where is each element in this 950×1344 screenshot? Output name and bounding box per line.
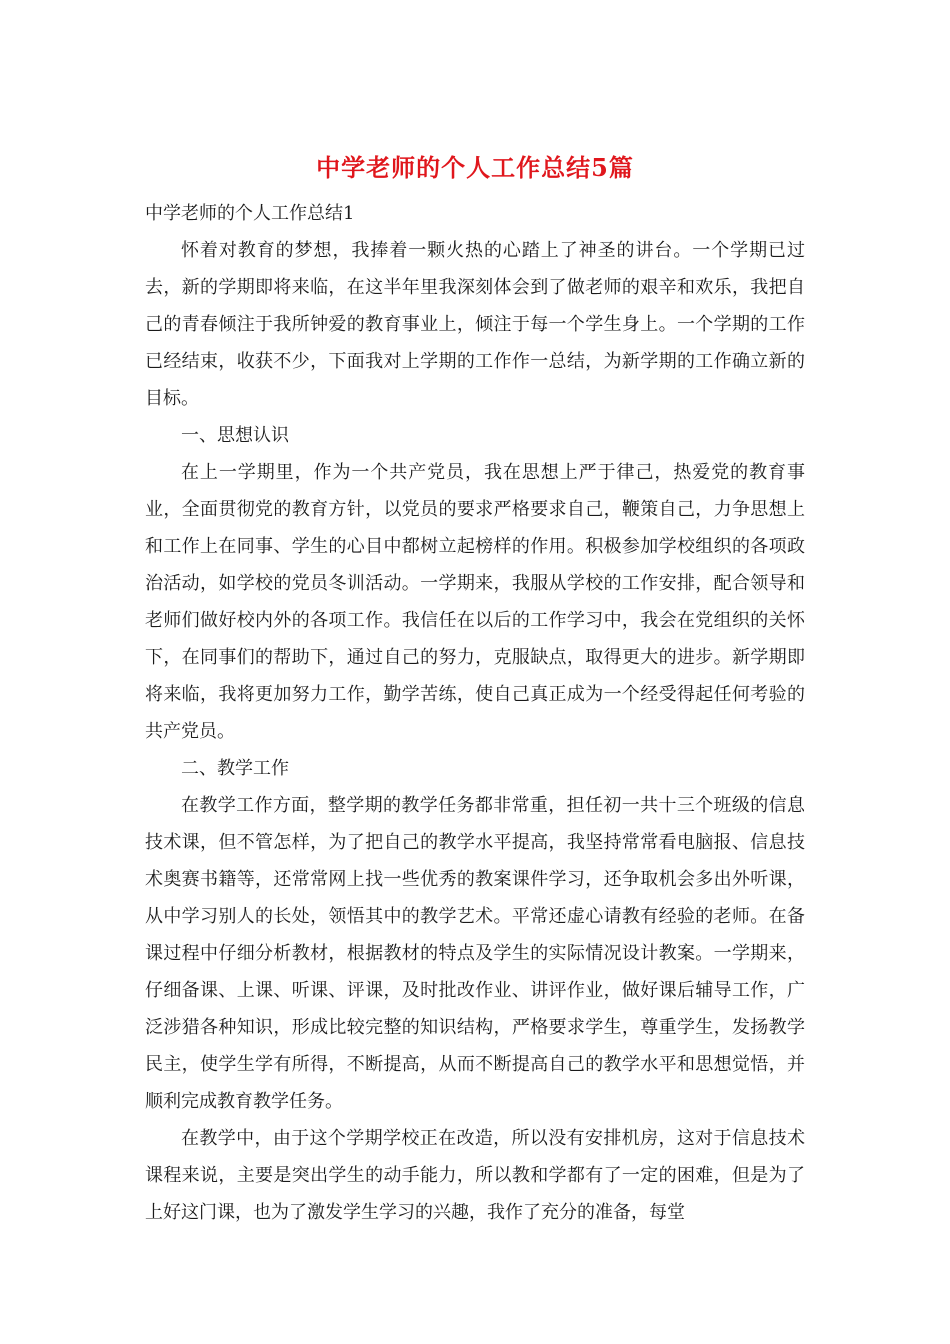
- paragraph-intro: 怀着对教育的梦想，我捧着一颗火热的心踏上了神圣的讲台。一个学期已过去，新的学期即将来临，在这半年里我深刻体会到了做老师的艰辛和欢乐，我把自己的青春倾注于我所钟爱的教育事业上，倾注于每一个学生身上。一个学期的工作已经结束，收获不少，下面我对上学期的工作作一总结，为新学期的工作确立新的目标。: [145, 240, 805, 409]
- section-subtitle: 中学老师的个人工作总结1: [145, 203, 355, 224]
- document-body: [145, 195, 805, 1231]
- paragraph-teaching-practice: 在教学中，由于这个学期学校正在改造，所以没有安排机房，这对于信息技术课程来说，主要是突出学生的动手能力，所以教和学都有了一定的困难，但是为了上好这门课，也为了激发学生学习的兴趣，我作了充分的准备，每堂: [145, 1128, 805, 1223]
- document-title: 中学老师的个人工作总结5篇: [316, 153, 634, 182]
- heading-teaching-work: 二、教学工作: [181, 758, 289, 779]
- paragraph-ideology: 在上一学期里，作为一个共产党员，我在思想上严于律己，热爱党的教育事业，全面贯彻党的教育方针，以党员的要求严格要求自己，鞭策自己，力争思想上和工作上在同事、学生的心目中都树立起榜样的作用。积极参加学校组织的各项政治活动，如学校的党员冬训活动。一学期来，我服从学校的工作安排，配合领导和老师们做好校内外的各项工作。我信任在以后的工作学习中，我会在党组织的关怀下，在同事们的帮助下，通过自己的努力，克服缺点，取得更大的进步。新学期即将来临，我将更加努力工作，勤学苦练，使自己真正成为一个经受得起任何考验的共产党员。: [145, 462, 805, 742]
- heading-ideology: 一、思想认识: [181, 425, 289, 446]
- paragraph-teaching-work: 在教学工作方面，整学期的教学任务都非常重，担任初一共十三个班级的信息技术课，但不管怎样，为了把自己的教学水平提高，我坚持常常看电脑报、信息技术奥赛书籍等，还常常网上找一些优秀的教案课件学习，还争取机会多出外听课，从中学习别人的长处，领悟其中的教学艺术。平常还虚心请教有经验的老师。在备课过程中仔细分析教材，根据教材的特点及学生的实际情况设计教案。一学期来，仔细备课、上课、听课、评课，及时批改作业、讲评作业，做好课后辅导工作，广泛涉猎各种知识，形成比较完整的知识结构，严格要求学生，尊重学生，发扬教学民主，使学生学有所得，不断提高，从而不断提高自己的教学水平和思想觉悟，并顺利完成教育教学任务。: [145, 795, 805, 1112]
